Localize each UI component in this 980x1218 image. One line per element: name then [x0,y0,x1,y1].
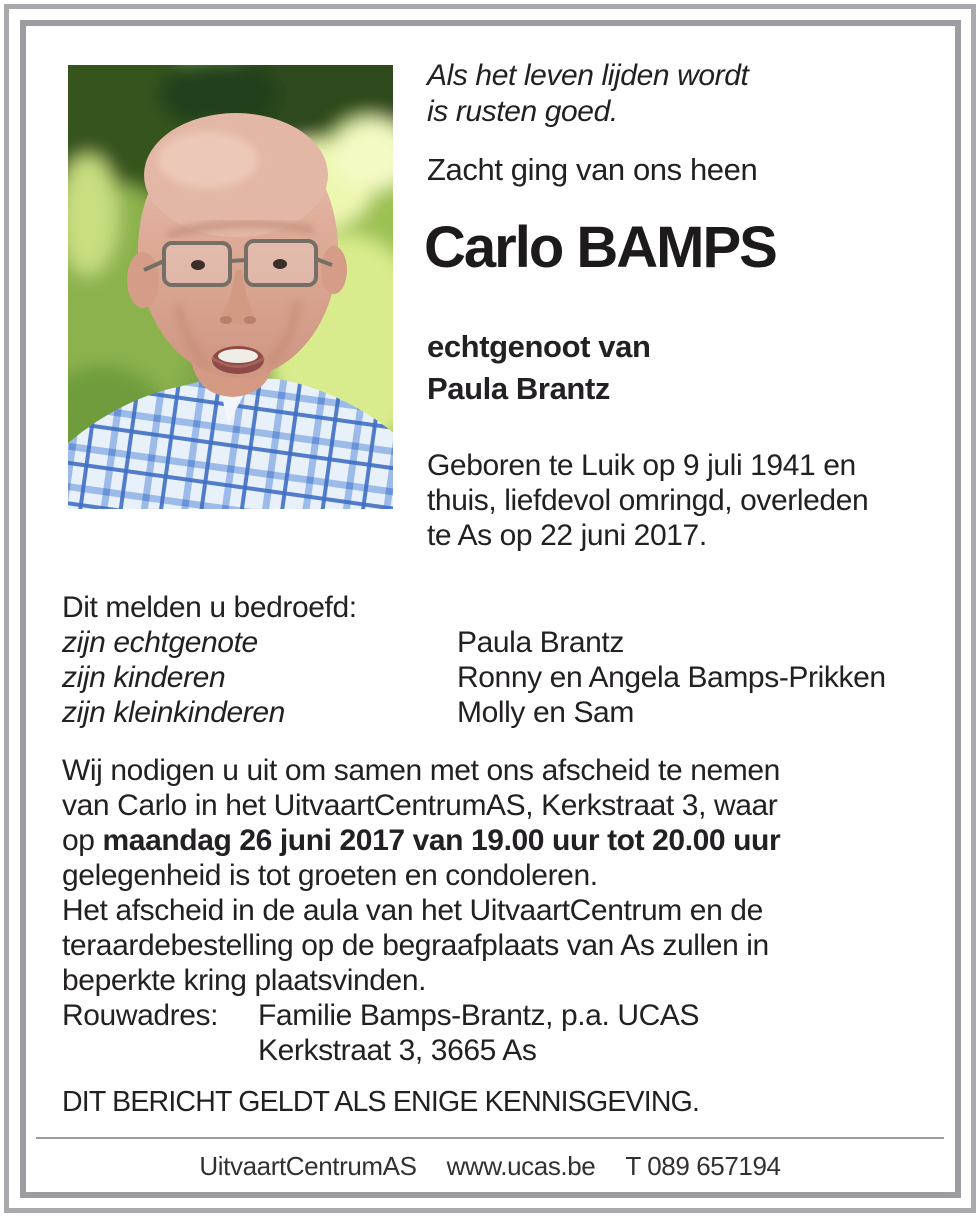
mourning-address-row [62,1033,942,1068]
footer-contact-bar [26,1151,954,1182]
invitation-line: teraardebestelling op de begraafplaats van As zullen in [62,929,769,962]
family-section [62,590,922,730]
footer-divider [36,1137,944,1139]
family-row-value: Ronny en Angela Bamps-Prikken [457,661,886,694]
footer-company-name: UitvaartCentrumAS [199,1151,417,1181]
life-dates-line-1: Geboren te Luik op 9 juli 1941 en [427,449,856,482]
invitation-line: van Carlo in het UitvaartCentrumAS, Kerkstraat 3, waar [62,789,778,822]
mourning-address-label: Rouwadres: [62,999,219,1032]
relation-block [427,326,650,410]
portrait-photo-graphic [68,65,393,509]
sole-notification-notice: DIT BERICHT GELDT ALS ENIGE KENNISGEVING. [62,1086,700,1118]
mourning-address-row [62,998,942,1033]
intro-line: Zacht ging van ons heen [427,152,758,187]
invitation-line-prefix: op [62,824,103,857]
invitation-section [62,753,942,1068]
memorial-quote [427,58,748,130]
family-row-label: zijn echtgenote [62,626,258,659]
invitation-line: Het afscheid in de aula van het UitvaartCentrum en de [62,894,763,927]
family-row-label: zijn kleinkinderen [62,696,285,729]
mourning-address-line-1: Familie Bamps-Brantz, p.a. UCAS [258,999,700,1032]
relation-line-1: echtgenoot van [427,329,651,364]
family-row-value: Molly en Sam [457,696,634,729]
family-heading: Dit melden u bedroefd: [62,591,357,624]
family-row [62,660,922,695]
invitation-line: beperkte kring plaatsvinden. [62,964,427,997]
family-row-label: zijn kinderen [62,661,226,694]
portrait-photo [68,65,393,509]
deceased-name: Carlo BAMPS [424,215,776,280]
family-row [62,695,922,730]
mourning-address-line-2: Kerkstraat 3, 3665 As [258,1034,537,1067]
family-row [62,625,922,660]
ceremony-datetime: maandag 26 juni 2017 van 19.00 uur tot 20.00 uur [102,824,781,857]
family-row-value: Paula Brantz [457,626,624,659]
life-dates-line-2: thuis, liefdevol omringd, overleden [427,484,869,517]
mourning-address-spacer [62,1033,258,1068]
footer-phone: T 089 657194 [625,1151,781,1181]
footer-website: www.ucas.be [446,1151,596,1181]
relation-line-2: Paula Brantz [427,371,610,406]
life-dates-block [427,448,868,553]
quote-line-2: is rusten goed. [427,95,618,128]
invitation-line: gelegenheid is tot groeten en condoleren. [62,859,598,892]
invitation-line-ceremony-time [62,823,942,858]
invitation-line: Wij nodigen u uit om samen met ons afscheid te nemen [62,754,780,787]
quote-line-1: Als het leven lijden wordt [427,59,749,92]
life-dates-line-3: te As op 22 juni 2017. [427,519,707,552]
